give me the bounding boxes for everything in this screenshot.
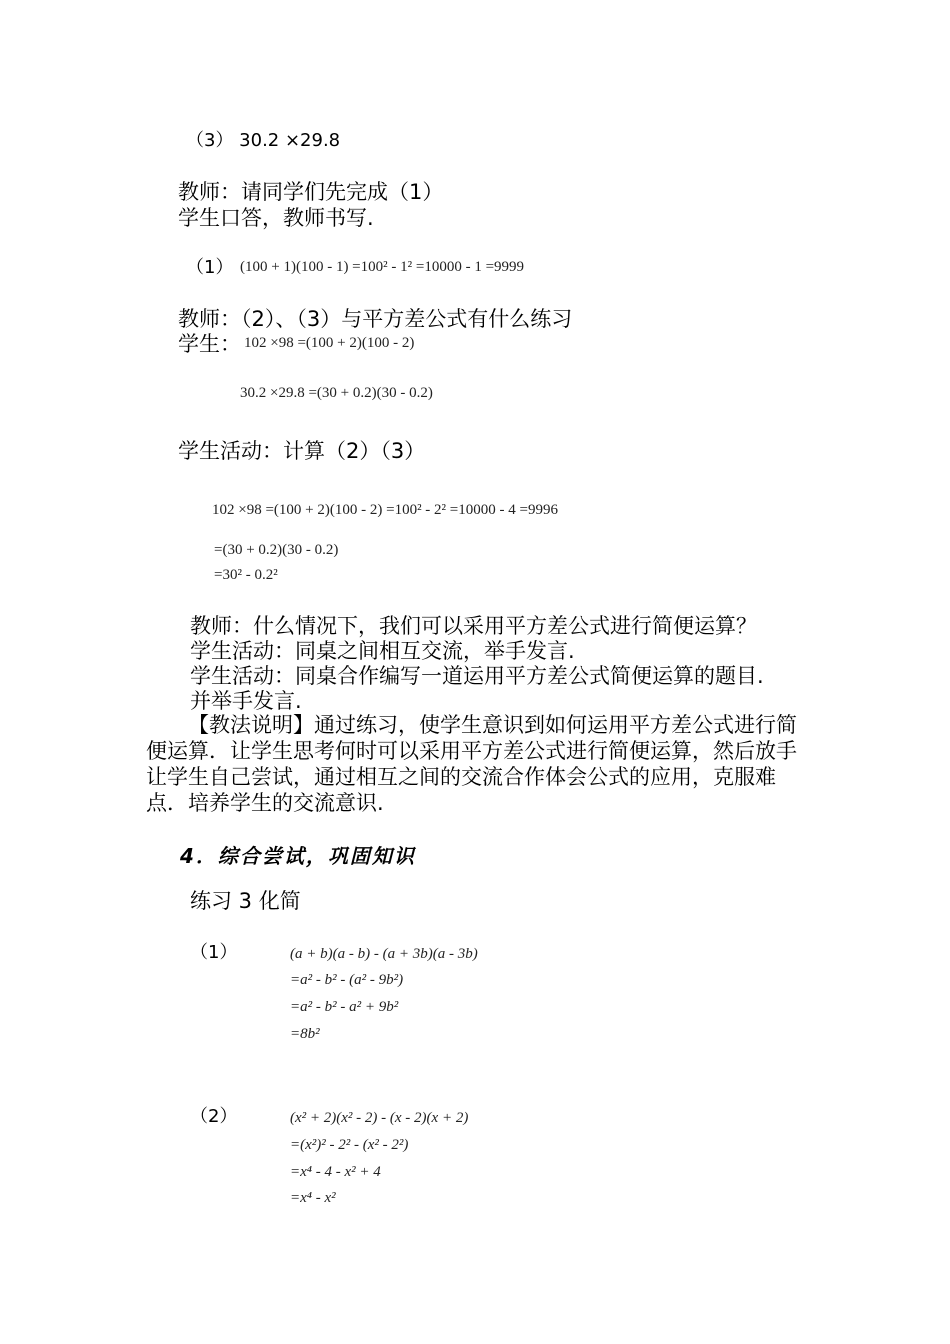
activity-line-2: 学生活动：同桌之间相互交流，举手发言. — [190, 639, 575, 663]
activity-line-3: 学生活动：同桌合作编写一道运用平方差公式简便运算的题目. — [190, 664, 764, 688]
section-heading-4: 4．综合尝试，巩固知识 — [180, 844, 416, 868]
ex2-label: （2） — [190, 1106, 238, 1127]
ex2-line-3: =x⁴ - 4 - x² + 4 — [290, 1164, 381, 1180]
teacher-line-3: 教师：什么情况下，我们可以采用平方差公式进行简便运算？ — [190, 614, 757, 638]
ex1-line-1: (a + b)(a - b) - (a + 3b)(a - 3b) — [290, 946, 478, 962]
student-line-1: 学生口答，教师书写. — [178, 206, 374, 230]
ex2-line-2: =(x²)² - 2² - (x² - 2²) — [290, 1137, 409, 1153]
ex1-line-4: =8b² — [290, 1026, 320, 1042]
ex1-line-2: =a² - b² - (a² - 9b²) — [290, 972, 404, 988]
ex2-line-4: =x⁴ - x² — [290, 1190, 336, 1206]
student-line-2-formula: 102 ×98 =(100 + 2)(100 - 2) — [244, 335, 415, 351]
teacher-line-1: 教师：请同学们先完成（1） — [178, 180, 444, 204]
ex1-line-3: =a² - b² - a² + 9b² — [290, 999, 399, 1015]
calc2-formula: 102 ×98 =(100 + 2)(100 - 2) =100² - 2² =10000 - 4 =9996 — [212, 502, 558, 518]
exercise-title: 练习 3 化简 — [190, 889, 301, 913]
item3-line: （3） 30.2 ×29.8 — [186, 130, 341, 151]
teacher-line-2: 教师：（2）、（3）与平方差公式有什么练习 — [178, 307, 573, 331]
calc1-formula: (100 + 1)(100 - 1) =100² - 1² =10000 - 1 =9999 — [240, 259, 525, 275]
activity-line-3b: 并举手发言. — [190, 689, 302, 713]
ex1-label: （1） — [190, 942, 238, 963]
ex2-line-1: (x² + 2)(x² - 2) - (x - 2)(x + 2) — [290, 1110, 469, 1126]
activity-line-1: 学生活动：计算（2）（3） — [178, 439, 426, 463]
student-line-2-label: 学生： — [178, 332, 241, 356]
expr2-formula: 30.2 ×29.8 =(30 + 0.2)(30 - 0.2) — [240, 385, 433, 401]
teaching-note-paragraph: 【教法说明】通过练习，使学生意识到如何运用平方差公式进行简便运算．让学生思考何时可以采用平方差公式进行简便运算，然后放手让学生自己尝试，通过相互之间的交流合作体会公式的应用，克服难点．培养学生的交流意识. — [146, 713, 797, 815]
calc3a-formula: =(30 + 0.2)(30 - 0.2) — [214, 542, 339, 558]
calc1-label: （1） — [186, 257, 234, 278]
calc3b-formula: =30² - 0.2² — [214, 567, 278, 583]
